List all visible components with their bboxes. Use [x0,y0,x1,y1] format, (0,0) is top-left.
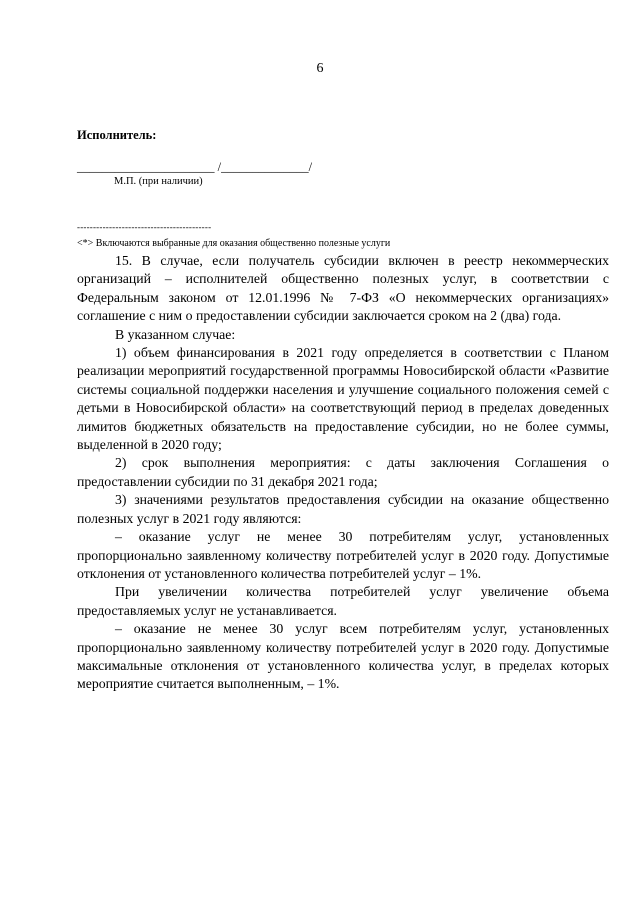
paragraph-item-1: 1) объем финансирования в 2021 году определяется в соответствии с Планом реализации мероприятий государственной программы Новосибирской области «Развитие системы социальной поддержки населения и улучшение социального положения семей с детьми в Новосибирской области» на соответствующий период в пределах доведенных лимитов бюджетных обязательств на предоставление субсидии, но не более суммы, выделенной в 2020 году; [77,345,609,453]
paragraph-dash-services: – оказание не менее 30 услуг всем потребителям услуг, установленных пропорционально заявленному количеству потребителей услуг в 2020 году. Допустимые максимальные отклонения от установленного количества услуг, в пределах которых мероприятие считается выполненным, – 1%. [77,621,609,692]
paragraph-item-3: 3) значениями результатов предоставления субсидии на оказание общественно полезных услуг в 2021 году являются: [77,492,609,526]
paragraph-15: 15. В случае, если получатель субсидии включен в реестр некоммерческих организаций – исполнителей общественно полезных услуг, в соответствии с Федеральным законом от 12.01.1996 № 7-ФЗ «О некоммерческих организациях» соглашение с ним о предоставлении субсидии заключается сроком на 2 (два) года. [77,253,609,324]
paragraph-in-this-case: В указанном случае: [115,326,236,342]
paragraph-dash-consumers: – оказание услуг не менее 30 потребителям услуг, установленных пропорционально заявленному количеству потребителей услуг в 2020 году. Допустимые отклонения от установленного количества потребителей услуг – 1%. [77,529,609,581]
page-number: 6 [316,61,324,76]
signature-line: ______________________ /______________/ [77,160,313,174]
footnote-separator: ------------------------------------------ [77,222,212,232]
footnote: <*> Включаются выбранные для оказания общественно полезные услуги [77,238,391,249]
body-text [77,252,609,694]
paragraph-item-2: 2) срок выполнения мероприятия: с даты заключения Соглашения о предоставлении субсидии по 31 декабря 2021 года; [77,455,609,489]
stamp-note: М.П. (при наличии) [114,176,203,187]
paragraph-increase: При увеличении количества потребителей услуг увеличение объема предоставляемых услуг не устанавливается. [77,584,609,618]
executor-heading: Исполнитель: [77,128,157,142]
